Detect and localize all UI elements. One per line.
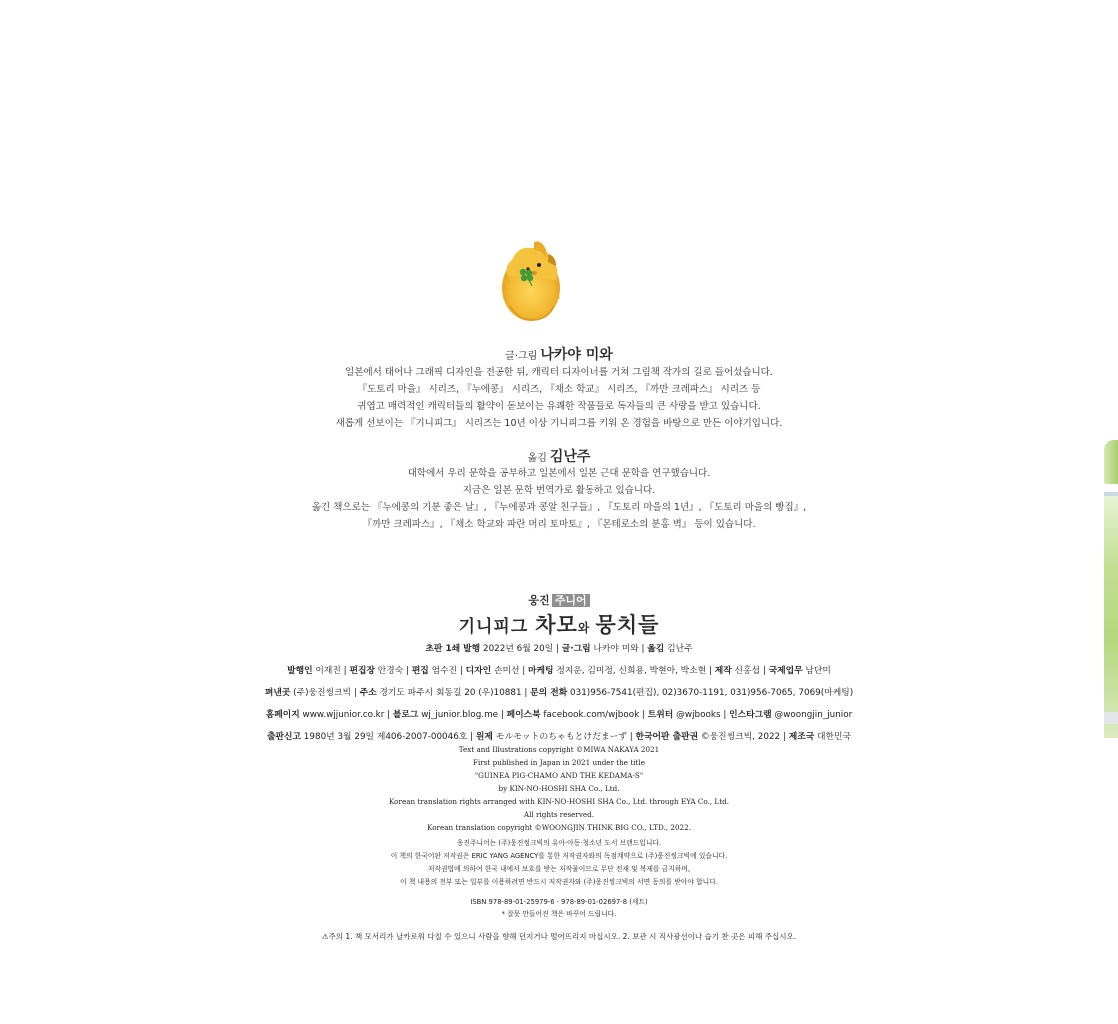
pubinfo-line <box>0 682 1118 704</box>
pubinfo-value: 엄수진 | <box>428 666 466 676</box>
author-role: 글·그림 <box>505 351 538 362</box>
pubinfo-key: 펴낸곳 <box>264 688 291 698</box>
pubinfo-key: 제조국 <box>788 732 815 742</box>
pubinfo-key: 초판 1쇄 발행 <box>425 644 481 654</box>
pubinfo-value: 031)956-7541(편집), 02)3670-1191, 031)956-7065, 7069(마케팅) <box>567 688 854 698</box>
translator-bio-line: 『까만 크레파스』, 『채소 학교와 파란 머리 토마토』, 『몬테로소의 분홍 벽』 등이 있습니다. <box>362 519 756 530</box>
pubinfo-value: 나카야 미와 | <box>590 644 648 654</box>
notice-line: 이 책의 한국어판 저작권은 ERIC YANG AGENCY를 통한 저작권자와의 독점계약으로 (주)웅진씽크빅에 있습니다. <box>390 852 728 860</box>
translator-bio-line: 대학에서 우리 문학을 공부하고 일본에서 일본 근대 문학을 연구했습니다. <box>407 468 711 479</box>
pubinfo-key: 제작 <box>714 666 732 676</box>
copyright-line: "GUINEA PIG-CHAMO AND THE KEDAMA-S" <box>474 771 644 780</box>
author-heading <box>0 344 1118 364</box>
pubinfo-value: @woongjin_junior <box>771 710 853 720</box>
pubinfo-line <box>0 704 1118 726</box>
pubinfo-value: モルモットのちゃもとけだまーず | <box>492 732 636 742</box>
next-page-edge <box>1104 440 1118 484</box>
pubinfo-key: 블로그 <box>392 710 419 720</box>
notice-line: 이 책 내용의 전부 또는 일부를 이용하려면 반드시 저작권자와 (주)웅진씽크빅의 서면 동의를 받아야 합니다. <box>400 878 718 886</box>
book-title-part: 기니피그 <box>458 617 536 637</box>
isbn-note: * 잘못 만들어진 책은 바꾸어 드립니다. <box>501 910 617 918</box>
brand-main: 웅진 <box>528 594 550 607</box>
pubinfo-value: facebook.com/wjbook | <box>540 710 648 720</box>
pubinfo-key: 홈페이지 <box>265 710 300 720</box>
copyright-line: Korean translation copyright ©WOONGJIN THINK BIG CO., LTD., 2022. <box>427 823 691 832</box>
pubinfo-line <box>0 638 1118 660</box>
pubinfo-value: www.wjjunior.co.kr | <box>299 710 393 720</box>
pubinfo-value: 대한민국 <box>814 732 851 742</box>
pubinfo-value: 정지운, 김미정, 신희용, 박현아, 박소현 | <box>553 666 715 676</box>
pubinfo-value: wj_junior.blog.me | <box>418 710 507 720</box>
author-bio-line: 일본에서 태어나 그래픽 디자인을 전공한 뒤, 캐릭터 디자이너를 거쳐 그림책 작가의 길로 들어섰습니다. <box>345 367 773 378</box>
pubinfo-key: 주소 <box>359 688 377 698</box>
copyright-block <box>0 743 1118 834</box>
publisher-brand-logo <box>0 592 1118 608</box>
pubinfo-key: 문의 전화 <box>530 688 568 698</box>
translator-heading <box>0 446 1118 466</box>
pubinfo-key: 원제 <box>475 732 493 742</box>
edge-strip <box>1104 492 1118 496</box>
isbn-line: ISBN 978-89-01-25979-6 · 978-89-01-02697-8 (세트) <box>470 898 648 906</box>
pubinfo-value: 1980년 3월 29일 제406-2007-00046호 | <box>300 732 476 742</box>
pubinfo-key: 국제업무 <box>768 666 803 676</box>
author-bio <box>0 364 1118 432</box>
notice-line: 웅진주니어는 (주)웅진씽크빅의 유아·아동·청소년 도서 브랜드입니다. <box>456 839 662 847</box>
translator-name: 김난주 <box>549 449 591 465</box>
pubinfo-key: 인스타그램 <box>729 710 772 720</box>
author-bio-line: 『도토리 마을』 시리즈, 『누에콩』 시리즈, 『채소 학교』 시리즈, 『까만 크레파스』 시리즈 등 <box>357 384 761 395</box>
book-title <box>0 609 1118 639</box>
book-title-part: 뭉치들 <box>595 613 660 637</box>
pubinfo-key: 편집장 <box>349 666 375 676</box>
book-title-part: 차모 <box>535 613 578 637</box>
pubinfo-key: 글·그림 <box>561 644 591 654</box>
pubinfo-key: 편집 <box>411 666 429 676</box>
translator-role: 옮김 <box>527 453 547 464</box>
edge-strip <box>1104 712 1118 724</box>
pubinfo-value: (주)웅진씽크빅 | <box>290 688 360 698</box>
guinea-pig-chick-illustration <box>498 236 562 326</box>
copyright-line: All rights reserved. <box>523 810 595 819</box>
pubinfo-value: @wjbooks | <box>673 710 730 720</box>
notice-line: 저작권법에 의하여 한국 내에서 보호를 받는 저작물이므로 무단 전재 및 복제를 금지하며, <box>427 865 691 873</box>
pubinfo-value: 김난주 <box>664 644 693 654</box>
author-name: 나카야 미와 <box>540 347 613 363</box>
isbn-block <box>0 896 1118 920</box>
pubinfo-value: 손미선 | <box>491 666 529 676</box>
author-bio-line: 새롭게 선보이는 『기니피그』 시리즈는 10년 이상 기니피그를 키워 온 경험을 바탕으로 만든 이야기입니다. <box>335 418 783 429</box>
copyright-line: Text and Illustrations copyright ©MIWA NAKAYA 2021 <box>458 745 660 754</box>
pubinfo-value: 신홍섭 | <box>731 666 769 676</box>
pubinfo-line <box>0 660 1118 682</box>
pubinfo-key: 마케팅 <box>528 666 554 676</box>
brand-sub: 주니어 <box>552 594 590 607</box>
pubinfo-key: 출판신고 <box>266 732 301 742</box>
next-page-illustration-edge <box>1104 492 1118 738</box>
publication-info <box>0 638 1118 748</box>
pubinfo-value: 안경숙 | <box>374 666 412 676</box>
safety-warning: ⚠주의 1. 책 모서리가 날카로워 다칠 수 있으니 사람을 향해 던지거나 떨어뜨리지 마십시오. 2. 보관 시 직사광선이나 습기 찬 곳은 피해 주십시오. <box>321 932 797 941</box>
pubinfo-value: 경기도 파주시 회동길 20 (우)10881 | <box>376 688 531 698</box>
author-bio-line: 귀엽고 매력적인 캐릭터들의 활약이 돋보이는 유쾌한 작품들로 독자들의 큰 사랑을 받고 있습니다. <box>357 401 761 412</box>
translator-bio-line: 지금은 일본 문학 번역가로 활동하고 있습니다. <box>462 485 656 496</box>
pubinfo-value: 2022년 6월 20일 | <box>480 644 562 654</box>
copyright-line: Korean translation rights arranged with KIN-NO-HOSHI SHA Co., Ltd. through EYA Co., Ltd. <box>389 797 729 806</box>
book-title-part: 와 <box>577 621 596 635</box>
copyright-line: by KIN-NO-HOSHI SHA Co., Ltd. <box>498 784 620 793</box>
pubinfo-key: 발행인 <box>287 666 313 676</box>
copyright-line: First published in Japan in 2021 under the title <box>473 758 645 767</box>
translator-bio-line: 옮긴 책으로는 『누에콩의 기분 좋은 날』, 『누에콩과 콩알 친구들』, 『도토리 마을의 1년』, 『도토리 마을의 빵집』, <box>311 502 807 513</box>
pubinfo-key: 트위터 <box>647 710 674 720</box>
pubinfo-value: ©웅진씽크빅, 2022 | <box>698 732 789 742</box>
pubinfo-value: 이재진 | <box>312 666 350 676</box>
pubinfo-key: 디자인 <box>465 666 492 676</box>
pubinfo-key: 한국어판 출판권 <box>635 732 699 742</box>
translator-bio <box>0 465 1118 533</box>
pubinfo-value: 남단미 <box>802 666 831 676</box>
legal-notices <box>0 837 1118 889</box>
pubinfo-key: 페이스북 <box>506 710 541 720</box>
pubinfo-key: 옮김 <box>647 644 665 654</box>
